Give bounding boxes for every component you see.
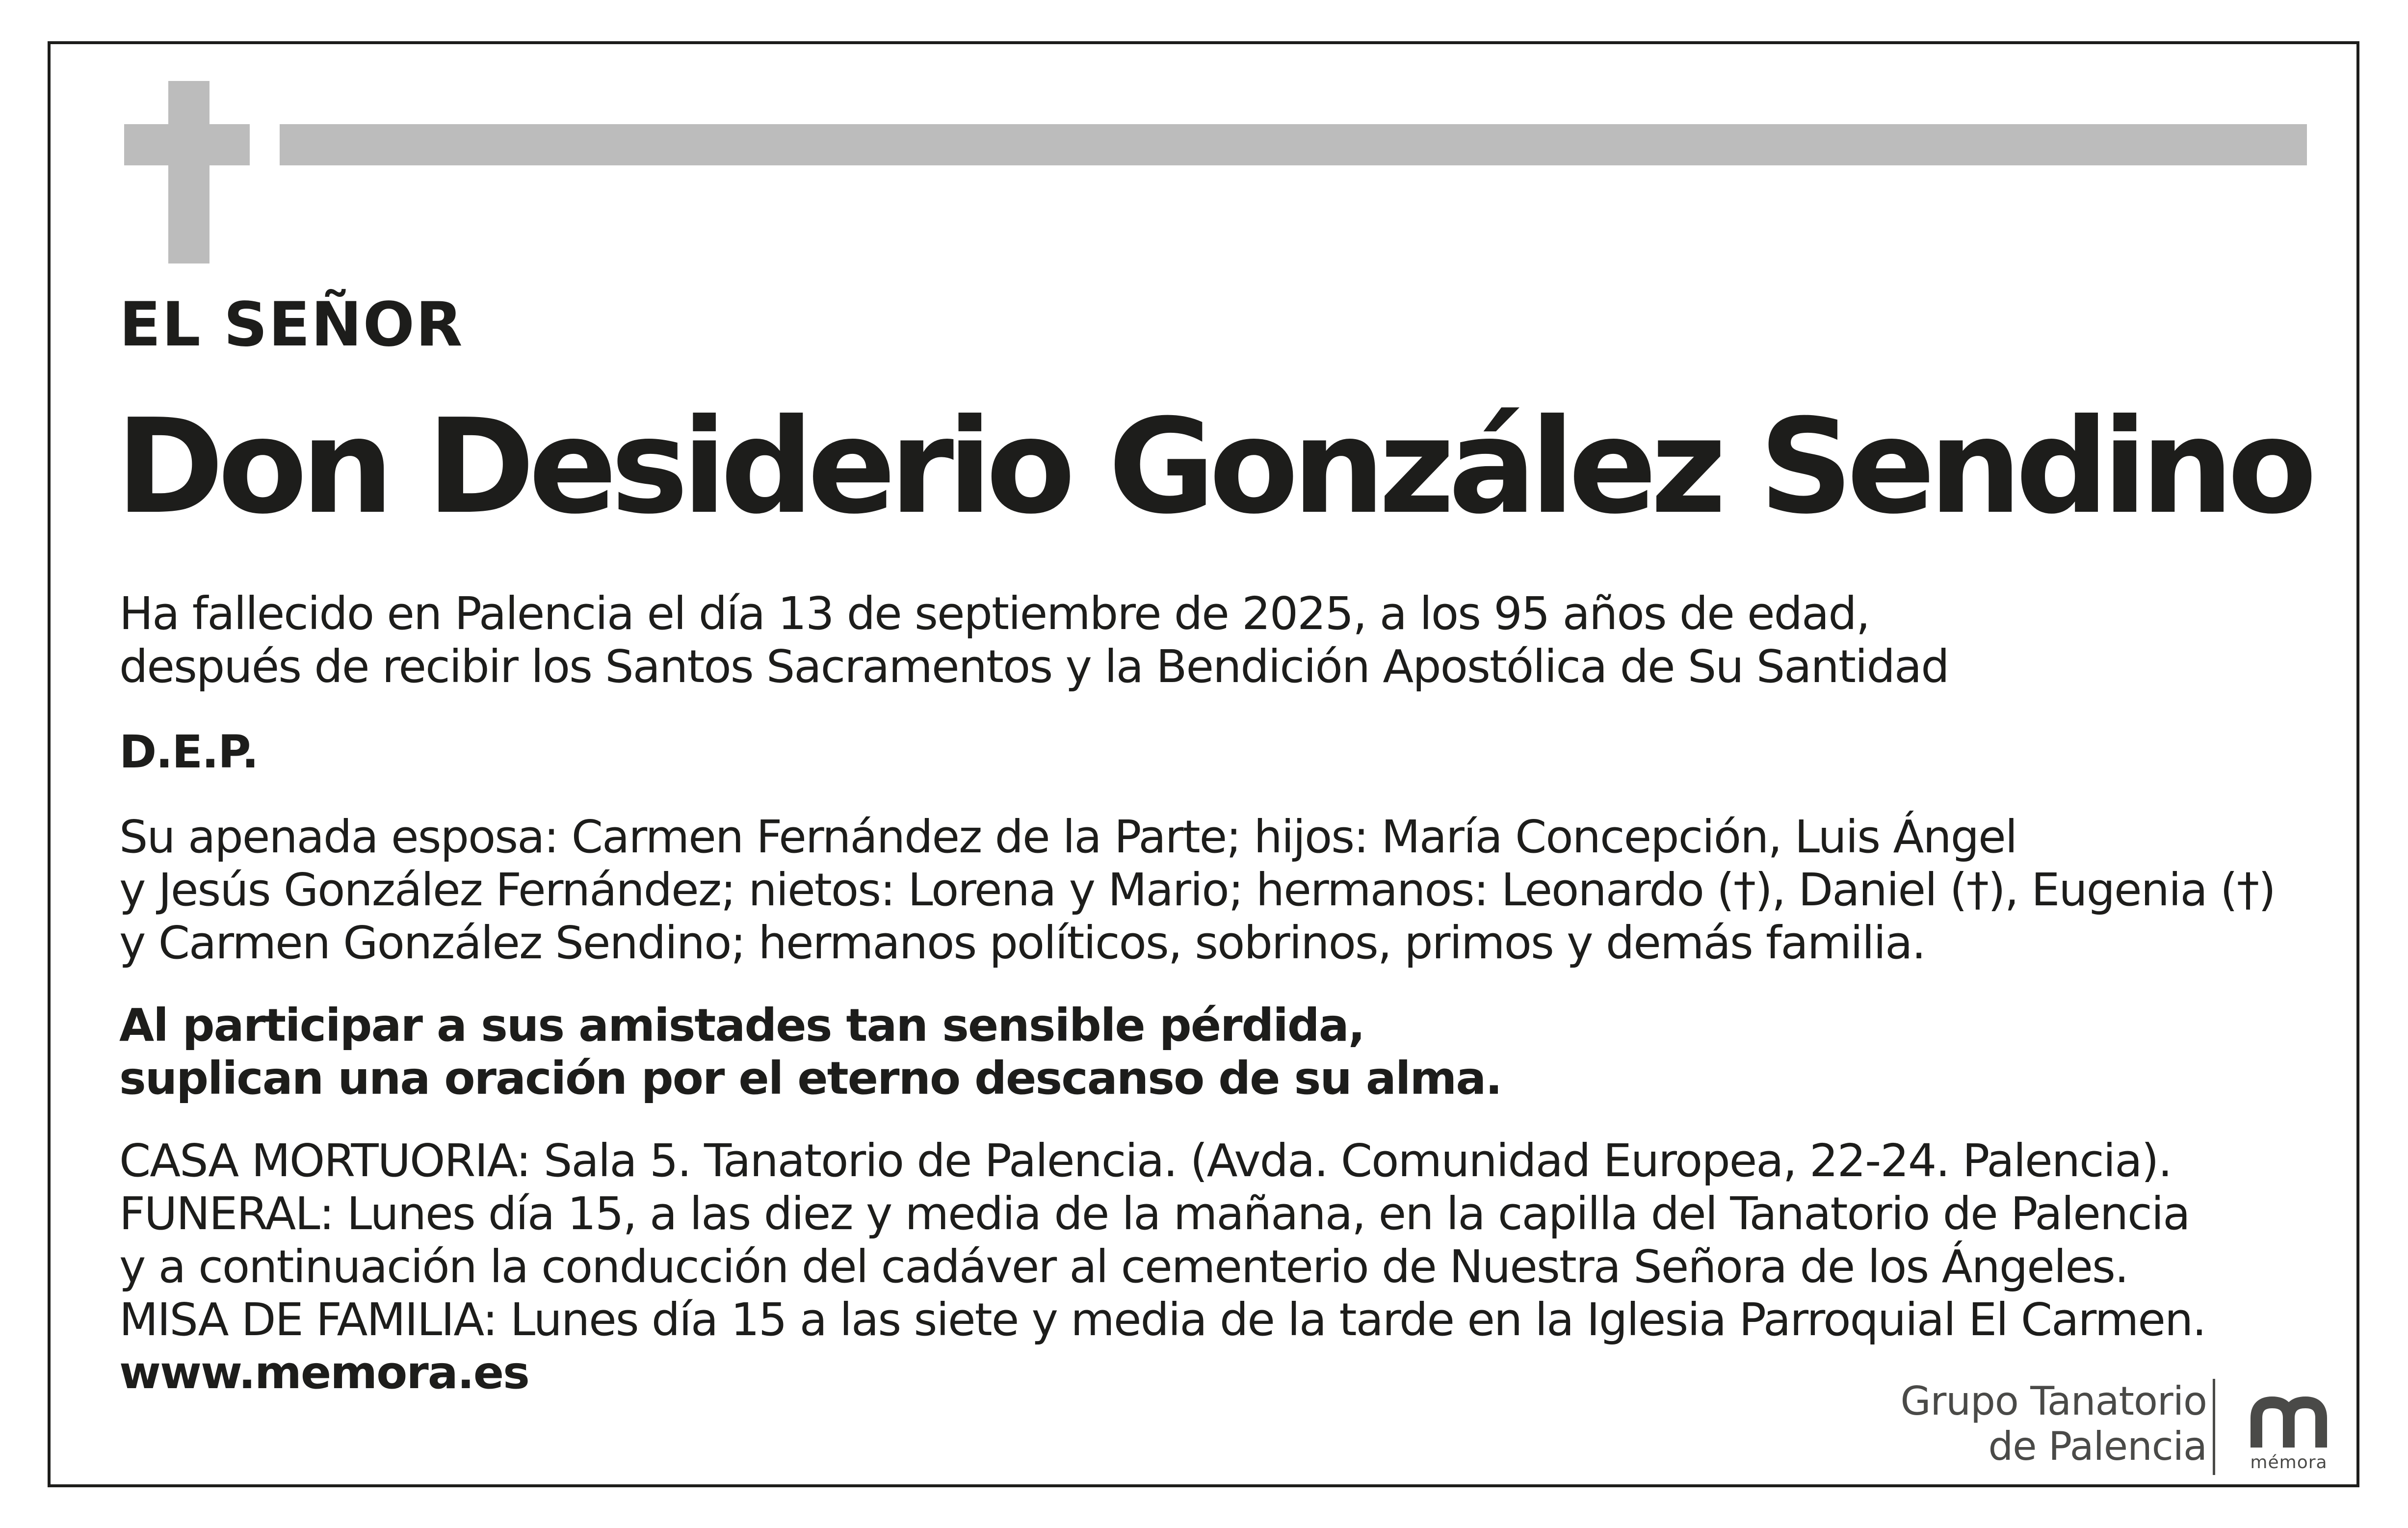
funeral-home-line-2: de Palencia	[1988, 1423, 2207, 1469]
logo-wordmark: mémora	[2250, 1452, 2328, 1473]
cross-icon-horizontal	[124, 124, 250, 165]
family-line-2: y Jesús González Fernández; nietos: Lorena y Mario; hermanos: Leonardo (†), Daniel (†), Eugenia (†)	[119, 864, 2275, 916]
prayer-line-2: suplican una oración por el eterno descanso de su alma.	[119, 1052, 1502, 1105]
website-link[interactable]: www.memora.es	[119, 1346, 529, 1399]
footer-divider	[2213, 1379, 2215, 1475]
funeral-home-name	[1901, 1379, 2207, 1469]
cross-icon-vertical	[168, 81, 209, 263]
family-line-1: Su apenada esposa: Carmen Fernández de la Parte; hijos: María Concepción, Luis Ángel	[119, 811, 2017, 863]
header-bar	[280, 124, 2307, 165]
details-line-2: FUNERAL: Lunes día 15, a las diez y media de la mañana, en la capilla del Tanatorio de Palencia	[119, 1187, 2190, 1240]
intro-line-2: después de recibir los Santos Sacramentos y la Bendición Apostólica de Su Santidad	[119, 640, 1949, 693]
details-line-1: CASA MORTUORIA: Sala 5. Tanatorio de Palencia. (Avda. Comunidad Europea, 22-24. Palencia).	[119, 1134, 2172, 1187]
memora-logo	[2240, 1394, 2338, 1477]
deceased-name: Don Desiderio González Sendino	[116, 391, 2311, 543]
details-line-4: MISA DE FAMILIA: Lunes día 15 a las siete y media de la tarde en la Iglesia Parroquial El Carmen.	[119, 1293, 2206, 1346]
intro-line-1: Ha fallecido en Palencia el día 13 de septiembre de 2025, a los 95 años de edad,	[119, 587, 1870, 640]
details-line-3: y a continuación la conducción del cadáver al cementerio de Nuestra Señora de los Ángeles.	[119, 1240, 2128, 1293]
funeral-home-line-1: Grupo Tanatorio	[1900, 1378, 2207, 1424]
prayer-line-1: Al participar a sus amistades tan sensible pérdida,	[119, 999, 1364, 1052]
memora-m-icon	[2240, 1394, 2338, 1452]
dep-text: D.E.P.	[119, 726, 258, 778]
title-prefix: EL SEÑOR	[119, 290, 464, 360]
family-line-3: y Carmen González Sendino; hermanos políticos, sobrinos, primos y demás familia.	[119, 917, 1925, 969]
